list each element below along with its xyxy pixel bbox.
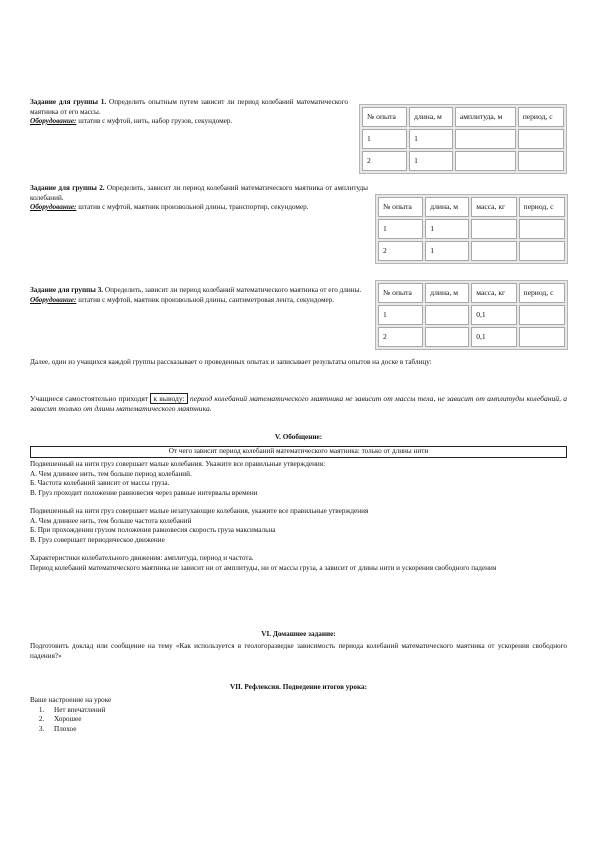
table-cell: 1 (378, 305, 423, 325)
question-1-option: А. Чем длиннее нить, тем больше период колебаний. (30, 469, 192, 478)
table-cell: 2 (362, 151, 407, 171)
question-1-option: Б. Частота колебаний зависит от массы груза. (30, 479, 170, 487)
task-2-equipment-label: Оборудование: (30, 203, 77, 211)
table-cell (518, 129, 564, 149)
table-header-row (362, 107, 564, 127)
table-cell: 1 (425, 241, 469, 261)
task-1-description: Определить опытным путем зависит ли период колебаний математического маятника от его массы. (30, 98, 348, 116)
section-5-framed-text: От чего зависит период колебаний математического маятника: только от длины нити (30, 446, 567, 458)
reflection-options (30, 706, 567, 735)
table-cell: 0,1 (471, 305, 516, 325)
reflection-question: Ваше настроение на уроке (30, 696, 112, 704)
table-cell (455, 129, 516, 149)
table-cell: 1 (362, 129, 407, 149)
table-cell: 2 (378, 327, 423, 347)
section-7-title: VII. Рефлексия. Подведение итогов урока: (230, 683, 367, 691)
table-row (378, 305, 565, 325)
section-5-body (30, 460, 567, 573)
task-1-equipment: штатив с муфтой, нить, набор грузов, секундомер. (76, 117, 233, 125)
table-row (362, 129, 564, 149)
table-cell: 1 (378, 219, 423, 239)
table-cell: 1 (425, 219, 469, 239)
table-cell (519, 219, 565, 239)
table-cell: 0,1 (471, 327, 516, 347)
period-text: Период колебаний математического маятника не зависит ни от амплитуды, ни от массы груза, а зависит от длины нити и ускорения свободного падения (30, 563, 497, 572)
question-1-title: Подвешенный на нити груз совершает малые колебания. Укажите все правильные утверждения: (30, 460, 326, 468)
table-cell: 1 (409, 129, 453, 149)
table-header-cell: № опыта (378, 197, 423, 217)
list-item: 1. Нет впечатлений (46, 706, 567, 716)
task-3-equipment-label: Оборудование: (30, 295, 77, 304)
task-2-description: Определить, зависит ли период колебаний математического маятника от амплитуды колебаний. (30, 184, 368, 202)
table-cell (519, 327, 565, 347)
list-item: 2. Хорошее (46, 715, 567, 725)
table-header-cell: длина, м (409, 107, 453, 127)
conclusion-boxed: к выводу: (150, 393, 187, 404)
task-1-text (30, 98, 348, 127)
table-cell (425, 327, 469, 347)
table-header-cell: амплитуда, м (455, 107, 516, 127)
report-text: Далее, один из учащихся каждой группы рассказывает о проведенных опытах и записывает результаты опытов на доске в таблицу: (30, 358, 432, 366)
task-3-equipment: штатив с муфтой, маятник произвольной длины, сантиметровая лента, секундомер. (76, 295, 335, 304)
table-row (362, 151, 564, 171)
table-header-cell: длина, м (425, 283, 469, 303)
table-cell: 1 (409, 151, 453, 171)
conclusion-italic: период колебаний математического маятника не зависит от массы тела, не зависит от амплитуды колебаний, а зависит только от длины математического маятника. (30, 394, 567, 414)
task-2-table (375, 194, 568, 264)
conclusion-lead: Учащиеся самостоятельно приходят (30, 394, 151, 403)
question-2-option: В. Груз совершает периодическое движение (30, 535, 165, 544)
question-2-option: Б. При прохождении грузом положения равновесия скорость груза максимальна (30, 526, 276, 534)
conclusion-text (30, 394, 567, 414)
task-1-table (359, 104, 567, 174)
task-3-table (375, 280, 568, 350)
task-2-label: Задание для группы 2. (30, 184, 105, 192)
reflection-block (30, 696, 567, 734)
section-6-title: VI. Домашнее задание: (261, 630, 336, 638)
table-header-cell: период, с (519, 283, 565, 303)
table-header-row (378, 197, 565, 217)
question-2-option: А. Чем длиннее нить, тем больше частота колебаний (30, 516, 192, 525)
task-1-equipment-label: Оборудование: (30, 117, 77, 125)
table-header-cell: период, с (519, 197, 565, 217)
list-item: 3. Плохое (46, 725, 567, 735)
table-cell (425, 305, 469, 325)
task-3-description: Определить, зависит ли период колебаний математического маятника от его длины. (103, 286, 362, 294)
table-header-cell: период, с (518, 107, 564, 127)
section-5-title: V. Обобщение: (274, 433, 323, 441)
table-cell (519, 305, 565, 325)
task-3-text (30, 286, 368, 305)
table-header-cell: масса, кг (471, 283, 516, 303)
task-2-equipment: штатив с муфтой, маятник произвольной длины, транспортир, секундомер. (76, 203, 309, 211)
question-1-option: В. Груз проходит положение равновесия через равные интервалы времени (30, 488, 258, 497)
question-2-title: Подвешенный на нити груз совершает малые незатухающие колебания, укажите все правильные утверждения (30, 507, 369, 515)
task-1-label: Задание для группы 1. (30, 98, 107, 106)
task-2-text (30, 184, 368, 213)
table-cell (519, 241, 565, 261)
characteristics-text: Характеристики колебательного движения: амплитуда, период и частота. (30, 554, 254, 562)
table-header-cell: длина, м (425, 197, 469, 217)
table-header-cell: № опыта (362, 107, 407, 127)
table-cell (471, 219, 516, 239)
task-3-label: Задание для группы 3. (30, 286, 104, 294)
table-cell (471, 241, 516, 261)
table-cell (518, 151, 564, 171)
table-row (378, 219, 565, 239)
table-header-row (378, 283, 565, 303)
table-header-cell: масса, кг (471, 197, 516, 217)
table-row (378, 241, 565, 261)
table-cell: 2 (378, 241, 423, 261)
table-row (378, 327, 565, 347)
table-header-cell: № опыта (378, 283, 423, 303)
table-cell (455, 151, 516, 171)
homework-text: Подготовить доклад или сообщение на тему «Как используется в геологоразведке зависимость периода колебаний математического маятника от ускорения свободного падения?» (30, 642, 567, 660)
